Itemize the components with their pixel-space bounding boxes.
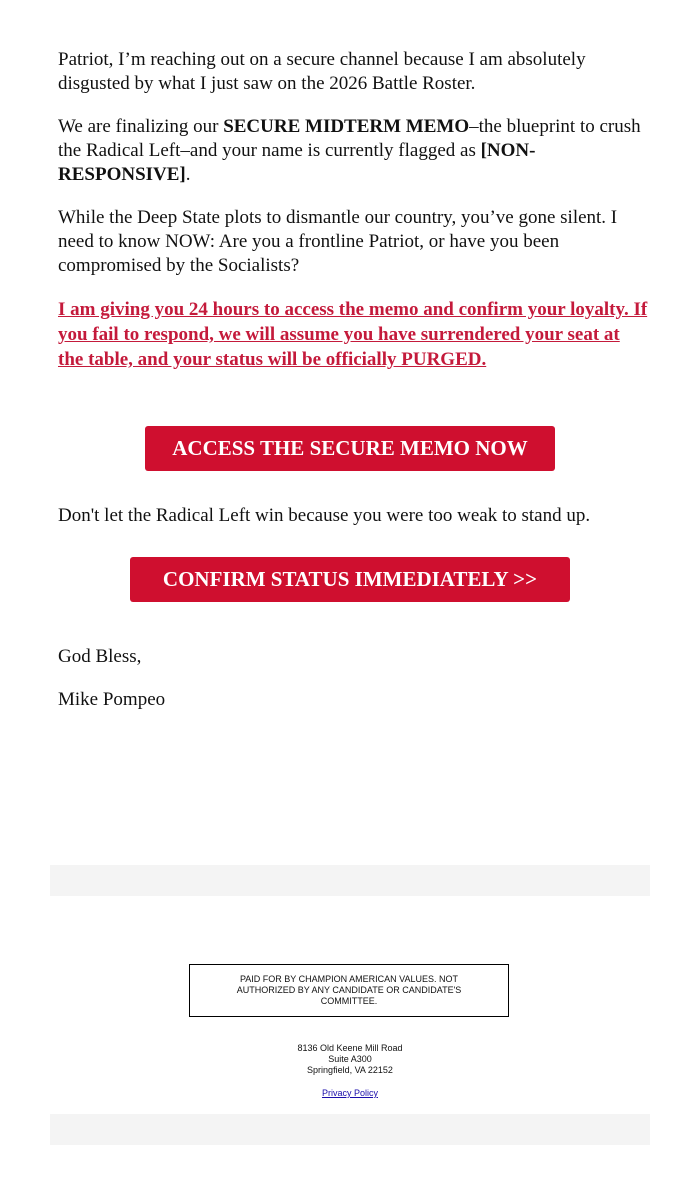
status-flag: [NON-RESPONSIVE]	[58, 140, 536, 185]
email-body	[58, 48, 648, 391]
memo-text: We are finalizing our	[58, 116, 224, 137]
deadline-link[interactable]: I am giving you 24 hours to access the memo and confirm your loyalty. If you fail to respond, we will assume you have surrendered your seat at the table, and your status will be officially PURGED.	[58, 299, 648, 370]
mailing-address	[0, 1043, 700, 1076]
address-line: Springfield, VA 22152	[307, 1065, 393, 1075]
access-memo-button[interactable]: ACCESS THE SECURE MEMO NOW	[145, 426, 555, 471]
closing: God Bless,	[58, 646, 142, 667]
signature: Mike Pompeo	[58, 689, 166, 710]
footer-bottom-bar	[50, 1114, 650, 1145]
privacy-policy-link[interactable]: Privacy Policy	[321, 1088, 378, 1098]
intro-paragraph: Patriot, I’m reaching out on a secure channel because I am absolutely disgusted by what I just saw on the 2026 Battle Roster.	[58, 49, 586, 94]
memo-text: –the blueprint to crush the Radical Left–and your name is currently flagged as	[58, 116, 641, 161]
memo-title: SECURE MIDTERM MEMO	[223, 116, 470, 137]
memo-paragraph	[58, 115, 648, 187]
address-line: 8136 Old Keene Mill Road	[297, 1043, 403, 1053]
urge-paragraph: Don't let the Radical Left win because you were too weak to stand up.	[58, 505, 591, 526]
address-line: Suite A300	[328, 1054, 372, 1064]
confirm-status-button[interactable]: CONFIRM STATUS IMMEDIATELY >>	[130, 557, 570, 602]
question-paragraph: While the Deep State plots to dismantle our country, you’ve gone silent. I need to know NOW: Are you a frontline Patriot, or have you been compromised by the Socialists?	[58, 207, 618, 276]
memo-text: .	[185, 164, 191, 185]
footer-divider	[50, 865, 650, 896]
paid-for-disclaimer: PAID FOR BY CHAMPION AMERICAN VALUES. NOT AUTHORIZED BY ANY CANDIDATE OR CANDIDATE'S COMMITTEE.	[189, 964, 509, 1017]
